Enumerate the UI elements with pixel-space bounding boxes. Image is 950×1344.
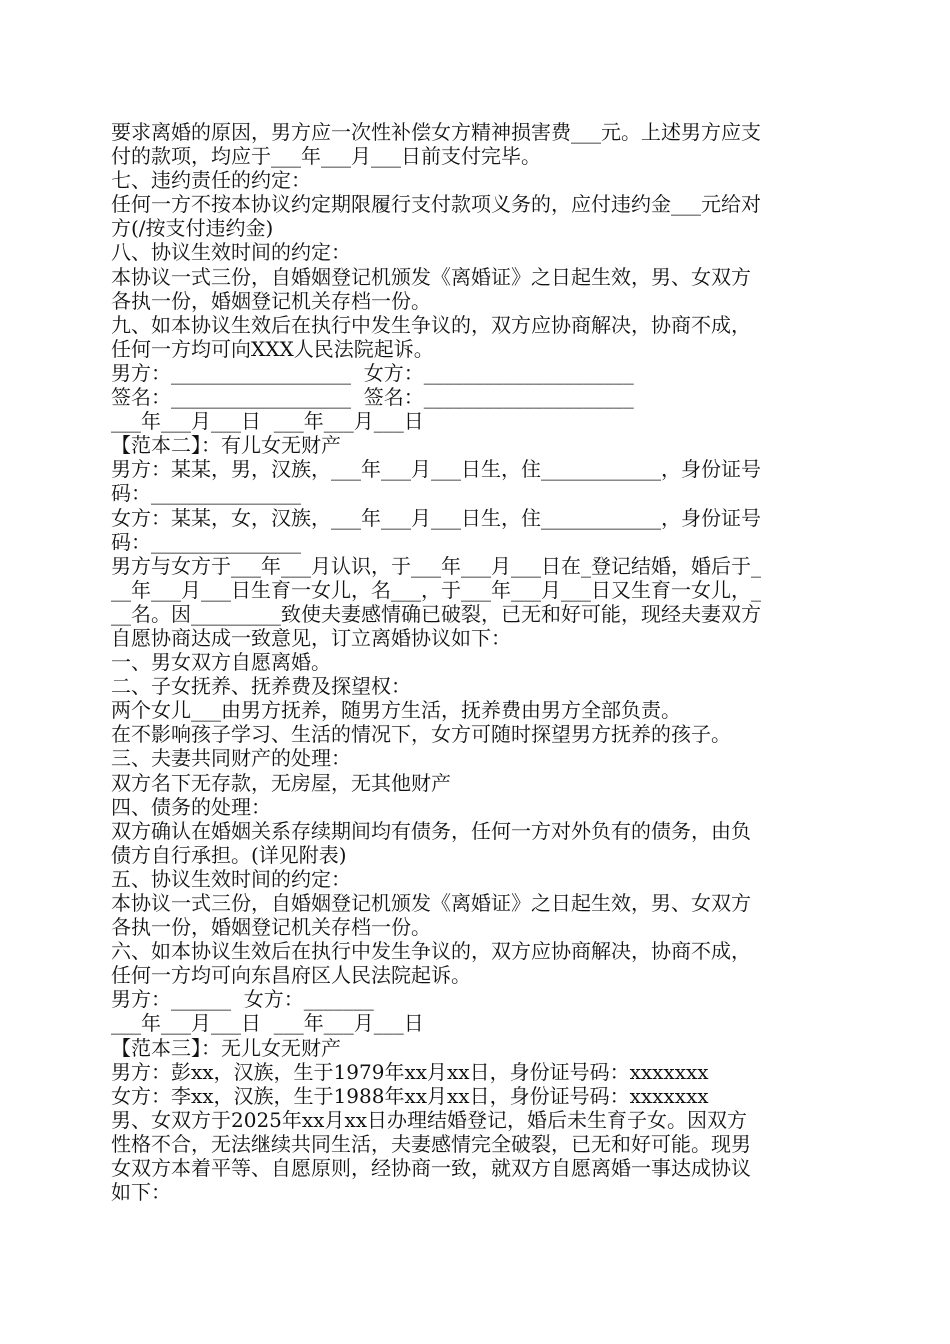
signature-line: 签名：__________________ 签名：_____________________ bbox=[111, 385, 634, 410]
template-heading: 【范本二】：有儿女无财产 bbox=[111, 433, 341, 458]
text-line: __名。因_________致使夫妻感情确已破裂，已无和好可能，现经夫妻双方 bbox=[111, 601, 761, 626]
section-heading: 五、协议生效时间的约定： bbox=[111, 866, 351, 891]
text-line: 双方名下无存款，无房屋，无其他财产 bbox=[111, 770, 451, 795]
text-line: 任何一方均可向XXX人民法院起诉。 bbox=[111, 336, 434, 361]
text-line: 各执一份，婚姻登记机关存档一份。 bbox=[111, 288, 431, 313]
text-line: 男方：某某，男，汉族，___年___月___日生，住____________，身份证号 bbox=[111, 457, 761, 482]
document-page bbox=[111, 120, 846, 1204]
text-line: 女方：李xx，汉族，生于1988年xx月xx日，身份证号码：xxxxxxx bbox=[111, 1083, 709, 1108]
text-line: 付的款项，均应于___年___月___日前支付完毕。 bbox=[111, 144, 541, 169]
text-line: 女方：某某，女，汉族，___年___月___日生，住____________，身份证号 bbox=[111, 505, 761, 530]
text-line: 本协议一式三份，自婚姻登记机颁发《离婚证》之日起生效，男、女双方 bbox=[111, 891, 751, 915]
section-heading: 三、夫妻共同财产的处理： bbox=[111, 746, 351, 771]
text-line: 本协议一式三份，自婚姻登记机颁发《离婚证》之日起生效，男、女双方 bbox=[111, 264, 751, 289]
section-heading: 一、男女双方自愿离婚。 bbox=[111, 650, 331, 675]
date-line: ___年___月___日 ___年___月___日 bbox=[111, 409, 424, 434]
text-line: 九、如本协议生效后在执行中发生争议的，双方应协商解决，协商不成， bbox=[111, 312, 751, 337]
text-line: 码：_______________ bbox=[111, 529, 301, 554]
text-line: 码：_______________ bbox=[111, 481, 301, 506]
text-line: 任何一方不按本协议约定期限履行支付款项义务的，应付违约金___元给对 bbox=[111, 192, 761, 217]
signature-line: 男方：______ 女方：_______ bbox=[111, 987, 374, 1012]
text-line: 男方：彭xx，汉族，生于1979年xx月xx日，身份证号码：xxxxxxx bbox=[111, 1059, 709, 1084]
template-heading: 【范本三】：无儿女无财产 bbox=[111, 1035, 341, 1060]
text-line: 在不影响孩子学习、生活的情况下，女方可随时探望男方抚养的孩子。 bbox=[111, 722, 731, 747]
text-line: __年___月___日生育一女儿，名___，于___年___月___日又生育一女儿，_ bbox=[111, 577, 761, 602]
text-line: 女双方本着平等、自愿原则，经协商一致，就双方自愿离婚一事达成协议 bbox=[111, 1156, 751, 1181]
date-line: ___年___月___日 ___年___月___日 bbox=[111, 1011, 424, 1036]
text-line: 如下： bbox=[111, 1180, 171, 1205]
text-line: 方(/按支付违约金) bbox=[111, 216, 274, 241]
section-heading: 七、违约责任的约定： bbox=[111, 168, 311, 193]
text-line: 男方与女方于___年___月认识，于___年___月___日在_登记结婚，婚后于_ bbox=[111, 553, 761, 578]
section-heading: 四、债务的处理： bbox=[111, 794, 271, 819]
text-line: 两个女儿___由男方抚养，随男方生活，抚养费由男方全部负责。 bbox=[111, 698, 681, 723]
text-line: 性格不合，无法继续共同生活，夫妻感情完全破裂，已无和好可能。现男 bbox=[111, 1131, 751, 1156]
text-line: 债方自行承担。(详见附表) bbox=[111, 842, 347, 867]
text-line: 任何一方均可向东昌府区人民法院起诉。 bbox=[111, 963, 471, 988]
section-heading: 八、协议生效时间的约定： bbox=[111, 240, 351, 265]
text-line: 六、如本协议生效后在执行中发生争议的，双方应协商解决，协商不成， bbox=[111, 939, 751, 964]
text-line: 自愿协商达成一致意见，订立离婚协议如下： bbox=[111, 625, 511, 650]
section-heading: 二、子女抚养、抚养费及探望权： bbox=[111, 674, 411, 699]
signature-line: 男方：__________________ 女方：_____________________ bbox=[111, 360, 634, 385]
text-line: 要求离婚的原因，男方应一次性补偿女方精神损害费___元。上述男方应支 bbox=[111, 120, 761, 144]
text-line: 各执一份，婚姻登记机关存档一份。 bbox=[111, 915, 431, 940]
text-line: 男、女双方于2025年xx月xx日办理结婚登记，婚后未生育子女。因双方 bbox=[111, 1107, 748, 1132]
text-line: 双方确认在婚姻关系存续期间均有债务，任何一方对外负有的债务，由负 bbox=[111, 818, 751, 843]
